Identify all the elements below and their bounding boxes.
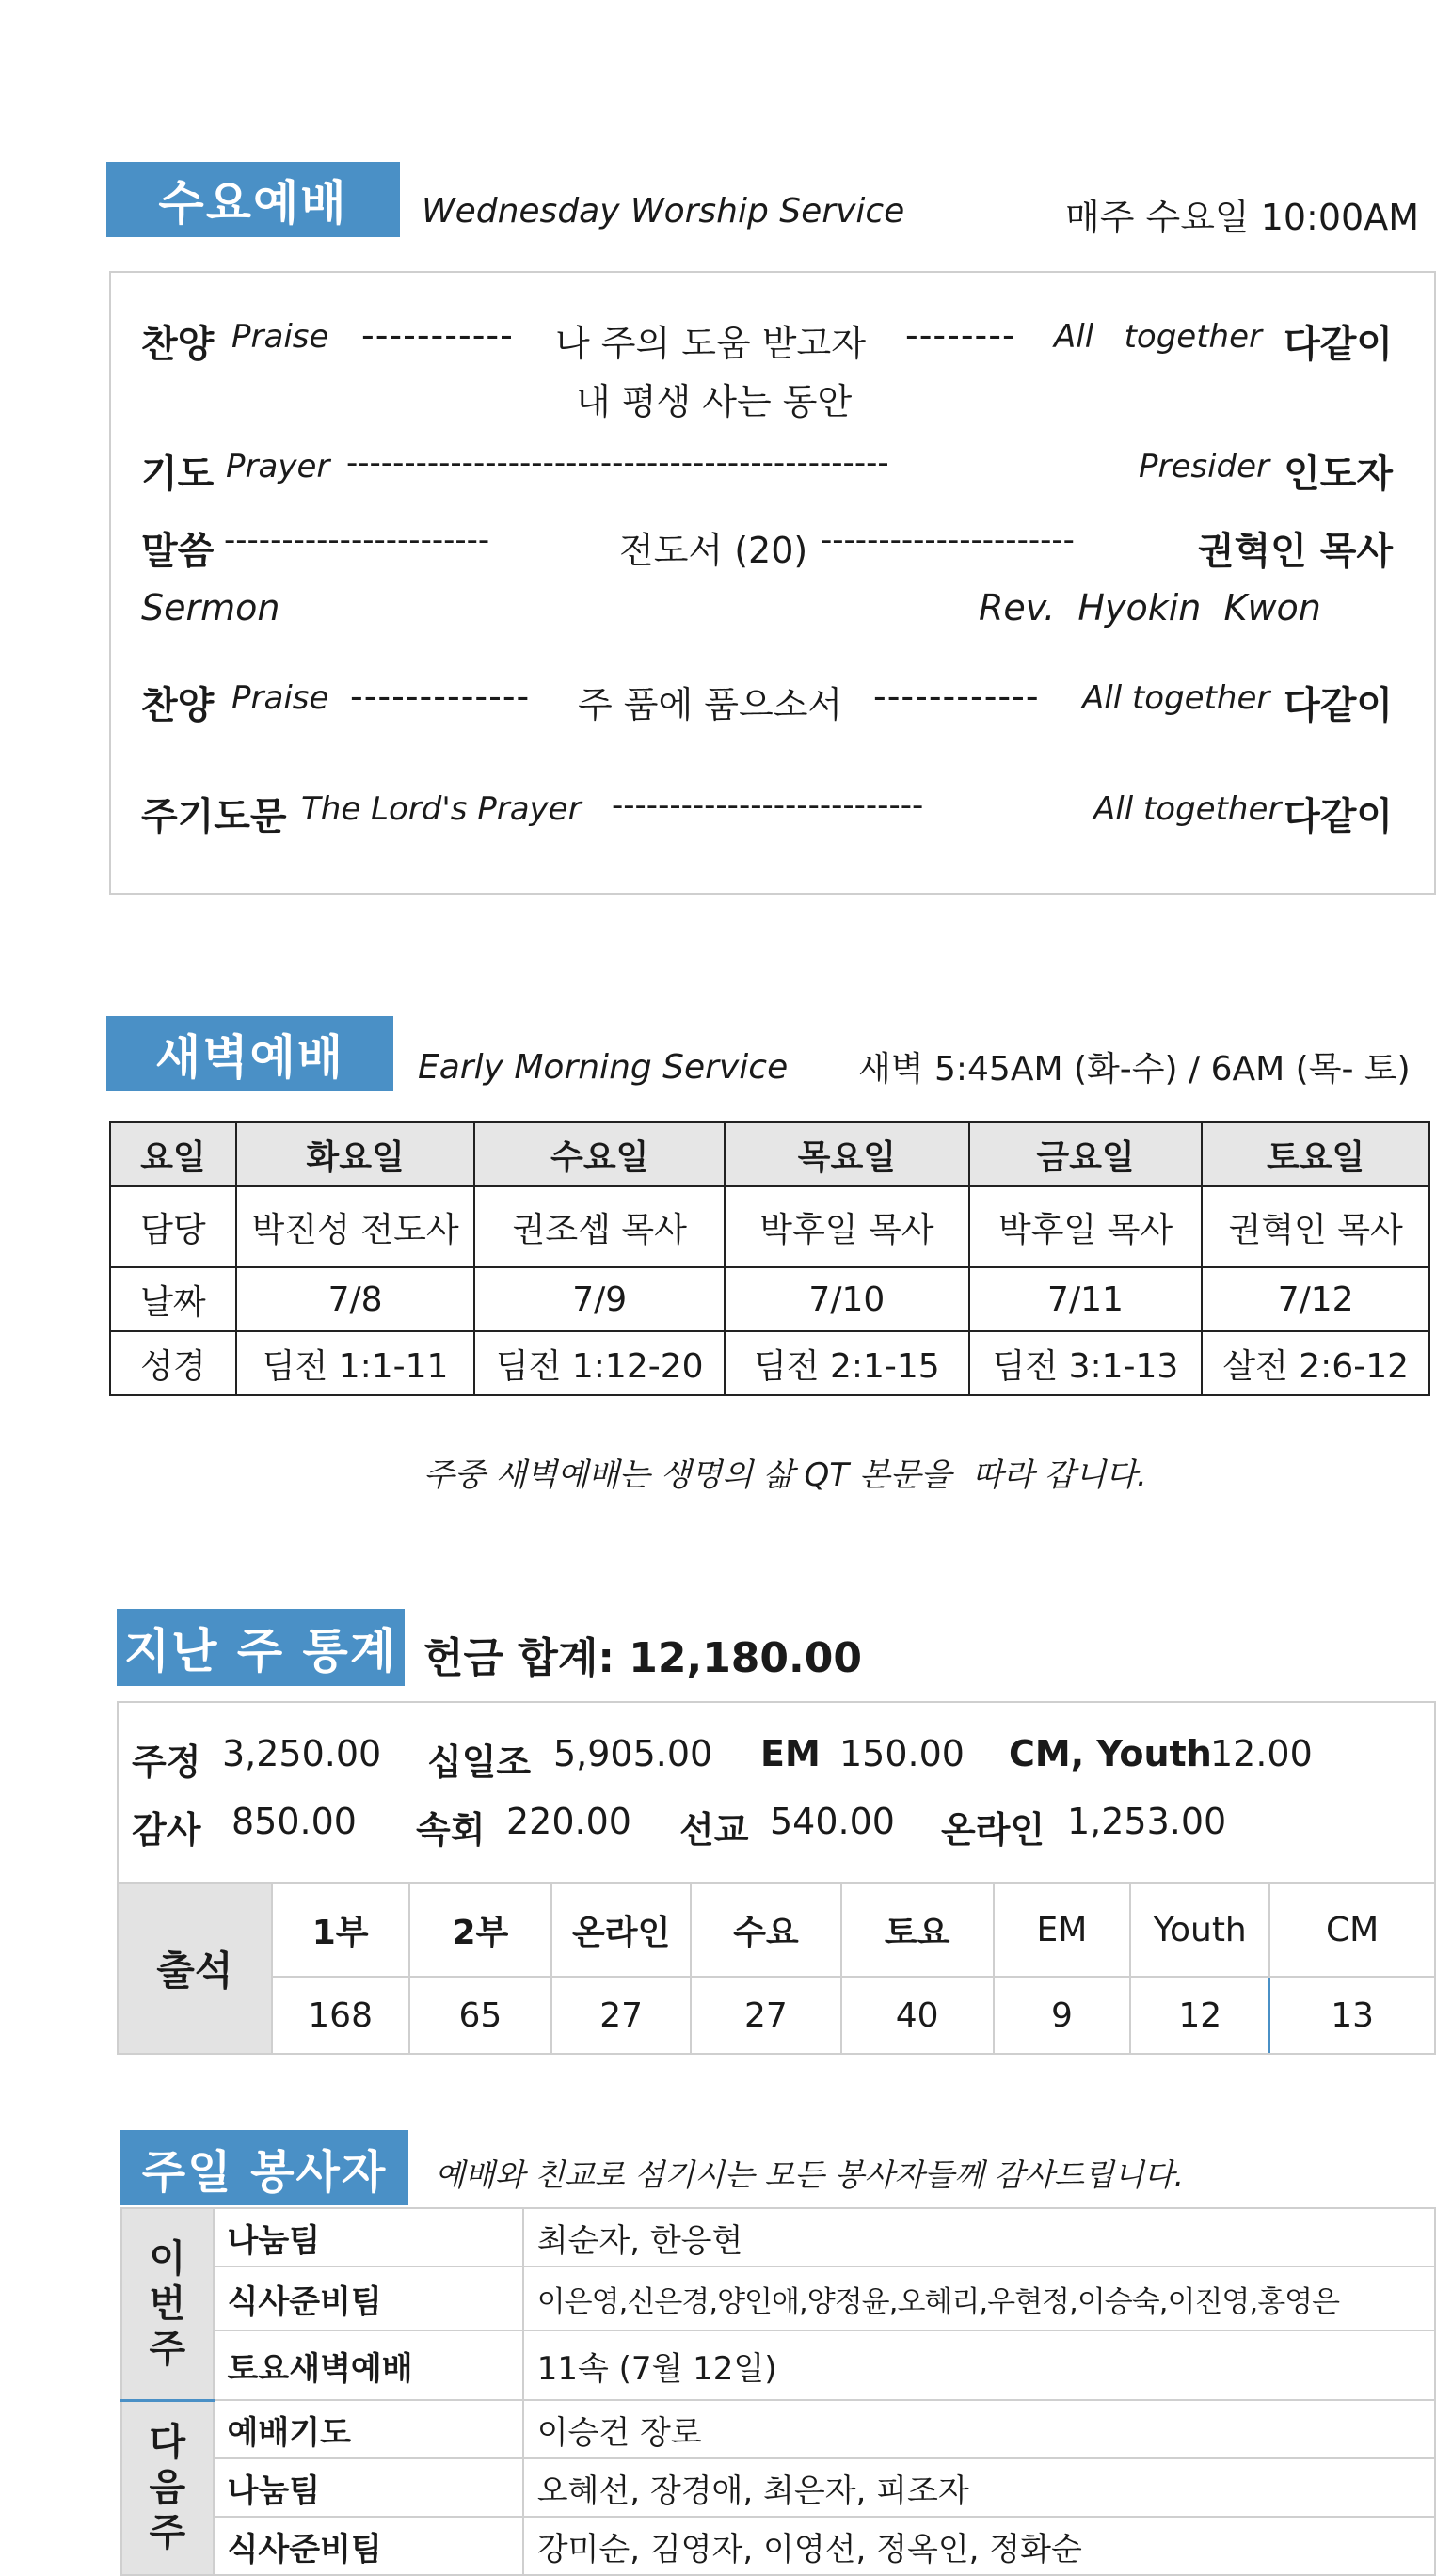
offering-value: 220.00 [506, 1801, 631, 1842]
early-schedule: 새벽 5:45AM (화-수) / 6AM (목- 토) [858, 1050, 1411, 1089]
table-cell: 박후일 목사 [969, 1186, 1203, 1267]
offering-value: 850.00 [231, 1801, 357, 1842]
row-ko-right: 다같이 [1284, 795, 1393, 838]
worship-row-praise-2 [141, 676, 1393, 727]
offerings-row-1 [132, 1733, 1421, 1783]
offering-label: 주정 [132, 1741, 201, 1783]
attendance-header-cell: CM [1269, 1883, 1435, 1977]
attendance-header-cell: 2부 [409, 1883, 552, 1977]
header-cell: 요일 [110, 1122, 236, 1186]
row-label: 성경 [110, 1331, 236, 1395]
row-en-right: Presider [1139, 448, 1270, 485]
attendance-label: 출석 [118, 1883, 272, 2054]
row-ko-right: 권혁인 목사 [1197, 530, 1393, 573]
row-ko-label: 주기도문 [141, 795, 287, 838]
early-title: 새벽예배 [106, 1016, 393, 1091]
volunteer-names: 11속 (7월 12일) [523, 2330, 1435, 2400]
volunteers-title: 주일 봉사자 [120, 2130, 408, 2205]
table-cell: 딤전 2:1-15 [725, 1331, 969, 1395]
volunteers-table [120, 2207, 1436, 2576]
row-en-label: The Lord's Prayer [301, 790, 582, 828]
worship-row-praise-1 [141, 314, 1393, 366]
table-cell: 7/9 [474, 1267, 725, 1331]
table-cell: 딤전 1:1-11 [236, 1331, 475, 1395]
header-cell: 목요일 [725, 1122, 969, 1186]
early-note: 주중 새벽예배는 생명의 삶 QT 본문을 따라 갑니다. [423, 1456, 1147, 1494]
row-en-right: All together [1093, 790, 1282, 828]
volunteer-names: 최순자, 한응현 [523, 2208, 1435, 2266]
volunteer-role: 예배기도 [214, 2400, 523, 2458]
table-cell: 살전 2:6-12 [1202, 1331, 1429, 1395]
volunteer-role: 토요새벽예배 [214, 2330, 523, 2400]
row-ko-right: 다같이 [1284, 684, 1393, 727]
row-dash: ----------------------------------------------- [346, 444, 889, 482]
row-song-title: 주 품에 품으소서 [578, 684, 843, 725]
row-label: 담당 [110, 1186, 236, 1267]
next-week-label: 다 음 주 [121, 2400, 214, 2575]
stats-title: 지난 주 통계 [117, 1609, 405, 1686]
row-ko-label: 찬양 [141, 684, 215, 727]
row-song-title: 나 주의 도움 받고자 [555, 323, 866, 364]
attendance-value: 13 [1269, 1977, 1435, 2054]
row-scripture: 전도서 (20) [619, 530, 808, 571]
table-cell: 박후일 목사 [725, 1186, 969, 1267]
row-ko-label: 말씀 [141, 530, 215, 573]
table-cell: 딤전 3:1-13 [969, 1331, 1203, 1395]
row-en-left-line2: Sermon [141, 587, 280, 628]
offering-value: 12.00 [1210, 1733, 1313, 1774]
header-cell: 수요일 [474, 1122, 725, 1186]
row-ko-right: 인도자 [1284, 453, 1393, 496]
row-en-right-line2: Rev. Hyokin Kwon [979, 587, 1321, 628]
volunteer-names: 오혜선, 장경애, 최은자, 피조자 [523, 2458, 1435, 2517]
attendance-value: 65 [409, 1977, 552, 2054]
attendance-value: 12 [1130, 1977, 1269, 2054]
wednesday-title: 수요예배 [106, 162, 400, 237]
offering-total: 헌금 합계: 12,180.00 [423, 1634, 862, 1682]
offering-label: 선교 [679, 1809, 749, 1851]
volunteer-role: 식사준비팀 [214, 2266, 523, 2330]
row-en-label: Prayer [226, 448, 330, 485]
row-en-label: Praise [231, 318, 329, 356]
attendance-value: 168 [272, 1977, 409, 2054]
worship-row-prayer [141, 444, 1393, 496]
attendance-header-cell: EM [994, 1883, 1131, 1977]
row-label: 날짜 [110, 1267, 236, 1331]
attendance-header-cell: 1부 [272, 1883, 409, 1977]
offering-label: 감사 [132, 1809, 201, 1851]
early-schedule-table [109, 1121, 1430, 1396]
row-dash: ------------ [873, 676, 1040, 717]
header-cell: 금요일 [969, 1122, 1203, 1186]
header-cell: 토요일 [1202, 1122, 1429, 1186]
attendance-value: 9 [994, 1977, 1131, 2054]
offering-label: CM, Youth [1009, 1733, 1212, 1774]
row-en-right: All together [1082, 679, 1270, 717]
table-cell: 7/12 [1202, 1267, 1429, 1331]
offering-value: 5,905.00 [553, 1733, 713, 1774]
offering-label: EM [760, 1733, 821, 1774]
attendance-value: 27 [551, 1977, 691, 2054]
offering-value: 1,253.00 [1067, 1801, 1227, 1842]
attendance-table [117, 1882, 1436, 2055]
attendance-header-cell: 토요 [841, 1883, 994, 1977]
attendance-header-cell: 수요 [691, 1883, 841, 1977]
attendance-header-cell: Youth [1130, 1883, 1269, 1977]
row-dash: -------- [905, 314, 1016, 356]
offering-value: 150.00 [839, 1733, 965, 1774]
row-song-title-line2: 내 평생 사는 동안 [576, 381, 853, 422]
row-ko-label: 기도 [141, 453, 215, 496]
row-ko-right: 다같이 [1284, 323, 1393, 366]
table-cell: 권혁인 목사 [1202, 1186, 1429, 1267]
table-cell: 권조셉 목사 [474, 1186, 725, 1267]
volunteer-names: 강미순, 김영자, 이영선, 정옥인, 정화순 [523, 2517, 1435, 2575]
offering-label: 온라인 [941, 1809, 1045, 1851]
offering-value: 3,250.00 [222, 1733, 382, 1774]
worship-row-sermon [141, 521, 1393, 573]
worship-row-lords-prayer [141, 787, 1393, 838]
offerings-row-2 [132, 1801, 1421, 1851]
attendance-header-cell: 온라인 [551, 1883, 691, 1977]
row-dash: ----------- [361, 314, 514, 356]
volunteer-role: 나눔팀 [214, 2208, 523, 2266]
row-dash: ------------- [350, 676, 531, 717]
row-en-label: Praise [231, 679, 329, 717]
attendance-value: 27 [691, 1977, 841, 2054]
row-dash: ---------------------- [821, 521, 1075, 559]
wednesday-subtitle: Wednesday Worship Service [422, 192, 905, 231]
volunteer-role: 식사준비팀 [214, 2517, 523, 2575]
offering-label: 속회 [416, 1809, 486, 1851]
table-cell: 7/10 [725, 1267, 969, 1331]
offerings-box [117, 1701, 1436, 1884]
attendance-value: 40 [841, 1977, 994, 2054]
offering-value: 540.00 [770, 1801, 895, 1842]
volunteer-names: 이승건 장로 [523, 2400, 1435, 2458]
row-dash: ----------------------- [224, 521, 490, 559]
table-cell: 박진성 전도사 [236, 1186, 475, 1267]
this-week-label: 이 번 주 [121, 2208, 214, 2400]
table-cell: 7/8 [236, 1267, 475, 1331]
row-en-right: All together [1054, 318, 1262, 356]
table-cell: 7/11 [969, 1267, 1203, 1331]
header-cell: 화요일 [236, 1122, 475, 1186]
early-subtitle: Early Morning Service [418, 1048, 789, 1087]
volunteers-note: 예배와 친교로 섬기시는 모든 봉사자들께 감사드립니다. [435, 2156, 1185, 2193]
table-cell: 딤전 1:12-20 [474, 1331, 725, 1395]
offering-label: 십일조 [427, 1741, 532, 1783]
volunteer-names: 이은영,신은경,양인애,양정윤,오혜리,우현정,이승숙,이진영,홍영은 [523, 2266, 1435, 2330]
row-ko-label: 찬양 [141, 323, 215, 366]
volunteer-role: 나눔팀 [214, 2458, 523, 2517]
row-dash: --------------------------- [612, 787, 924, 824]
